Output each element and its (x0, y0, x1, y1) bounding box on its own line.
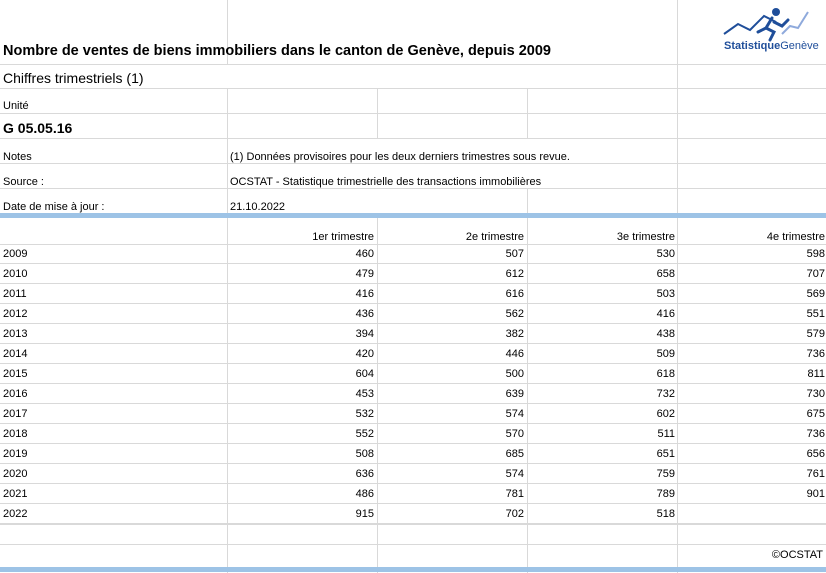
logo-text: StatistiqueGenève (724, 40, 819, 52)
row-value: 416 (355, 288, 374, 300)
table-row (0, 464, 826, 484)
table-row (0, 424, 826, 444)
table-row (0, 384, 826, 404)
row-value: 612 (505, 268, 524, 280)
notes-value: (1) Données provisoires pour les deux derniers trimestres sous revue. (230, 151, 570, 163)
row-value: 736 (806, 428, 825, 440)
row-value: 602 (656, 408, 675, 420)
row-value: 486 (355, 488, 374, 500)
row-value: 618 (656, 368, 675, 380)
source-value: OCSTAT - Statistique trimestrielle des transactions immobilières (230, 176, 542, 188)
row-value: 503 (656, 288, 675, 300)
column-header: 2e trimestre (465, 231, 524, 243)
row-year: 2021 (3, 488, 28, 500)
grid-row-line (0, 524, 826, 525)
row-value: 702 (505, 508, 524, 520)
row-value: 509 (656, 348, 675, 360)
update-label: Date de mise à jour : (3, 201, 105, 213)
copyright-credit: ©OCSTAT (771, 549, 823, 561)
row-value: 518 (656, 508, 675, 520)
row-year: 2010 (3, 268, 28, 280)
row-value: 781 (505, 488, 524, 500)
row-year: 2022 (3, 508, 28, 520)
row-value: 552 (355, 428, 374, 440)
grid-row-line (0, 544, 826, 545)
row-year: 2018 (3, 428, 28, 440)
grid-row-line (0, 188, 826, 189)
row-value: 732 (656, 388, 675, 400)
row-value: 685 (505, 448, 524, 460)
table-row (0, 304, 826, 324)
row-value: 579 (806, 328, 825, 340)
row-year: 2013 (3, 328, 28, 340)
row-value: 416 (656, 308, 675, 320)
table-row (0, 344, 826, 364)
row-value: 616 (505, 288, 524, 300)
row-year: 2015 (3, 368, 28, 380)
unit-label: Unité (3, 100, 29, 112)
row-value: 446 (505, 348, 524, 360)
grid-row-line (0, 138, 826, 139)
row-year: 2017 (3, 408, 28, 420)
table-code: G 05.05.16 (3, 120, 73, 136)
row-value: 507 (505, 248, 524, 260)
row-year: 2014 (3, 348, 28, 360)
row-year: 2011 (3, 288, 27, 300)
row-value: 500 (505, 368, 524, 380)
row-value: 639 (505, 388, 524, 400)
source-label: Source : (3, 176, 44, 188)
row-value: 656 (806, 448, 825, 460)
row-year: 2016 (3, 388, 28, 400)
row-value: 675 (806, 408, 825, 420)
row-value: 736 (806, 348, 825, 360)
row-value: 532 (355, 408, 374, 420)
row-value: 460 (355, 248, 374, 260)
notes-label: Notes (3, 151, 32, 163)
row-value: 508 (355, 448, 374, 460)
grid-row-line (0, 64, 826, 65)
table-row (0, 444, 826, 464)
column-header: 3e trimestre (616, 231, 675, 243)
column-header: 4e trimestre (766, 231, 825, 243)
row-value: 453 (355, 388, 374, 400)
row-value: 511 (657, 428, 675, 440)
table-row (0, 484, 826, 504)
table-row (0, 264, 826, 284)
row-year: 2012 (3, 308, 28, 320)
row-value: 551 (806, 308, 825, 320)
row-value: 394 (355, 328, 374, 340)
page-title: Nombre de ventes de biens immobiliers dans le canton de Genève, depuis 2009 (3, 43, 551, 59)
table-row (0, 504, 826, 524)
update-value: 21.10.2022 (230, 201, 286, 213)
row-value: 901 (806, 488, 825, 500)
table-row (0, 324, 826, 344)
row-value: 574 (505, 408, 524, 420)
row-year: 2019 (3, 448, 28, 460)
row-value: 761 (806, 468, 825, 480)
column-header: 1er trimestre (312, 231, 374, 243)
grid-row-line (0, 523, 826, 524)
row-value: 811 (807, 368, 825, 380)
table-row (0, 244, 826, 264)
row-value: 438 (656, 328, 675, 340)
row-value: 604 (355, 368, 374, 380)
row-value: 789 (656, 488, 675, 500)
row-value: 562 (505, 308, 524, 320)
grid-row-line (0, 88, 826, 89)
row-year: 2009 (3, 248, 28, 260)
footer-separator-band (0, 567, 826, 572)
table-row (0, 364, 826, 384)
row-value: 658 (656, 268, 675, 280)
row-value: 730 (806, 388, 825, 400)
row-value: 915 (355, 508, 374, 520)
grid-col-line (527, 188, 528, 213)
row-value: 636 (355, 468, 374, 480)
row-value: 651 (656, 448, 675, 460)
row-value: 479 (355, 268, 374, 280)
row-value: 570 (505, 428, 524, 440)
row-value: 436 (355, 308, 374, 320)
row-value: 530 (656, 248, 675, 260)
row-value: 569 (806, 288, 825, 300)
row-value: 598 (806, 248, 825, 260)
header-separator-band (0, 213, 826, 218)
row-value: 420 (355, 348, 374, 360)
row-year: 2020 (3, 468, 28, 480)
row-value: 707 (806, 268, 825, 280)
row-value: 574 (505, 468, 524, 480)
row-value: 382 (505, 328, 524, 340)
grid-row-line (0, 113, 826, 114)
grid-row-line (0, 163, 826, 164)
table-row (0, 404, 826, 424)
table-row (0, 284, 826, 304)
row-value: 759 (656, 468, 675, 480)
page-subtitle: Chiffres trimestriels (1) (3, 70, 144, 86)
